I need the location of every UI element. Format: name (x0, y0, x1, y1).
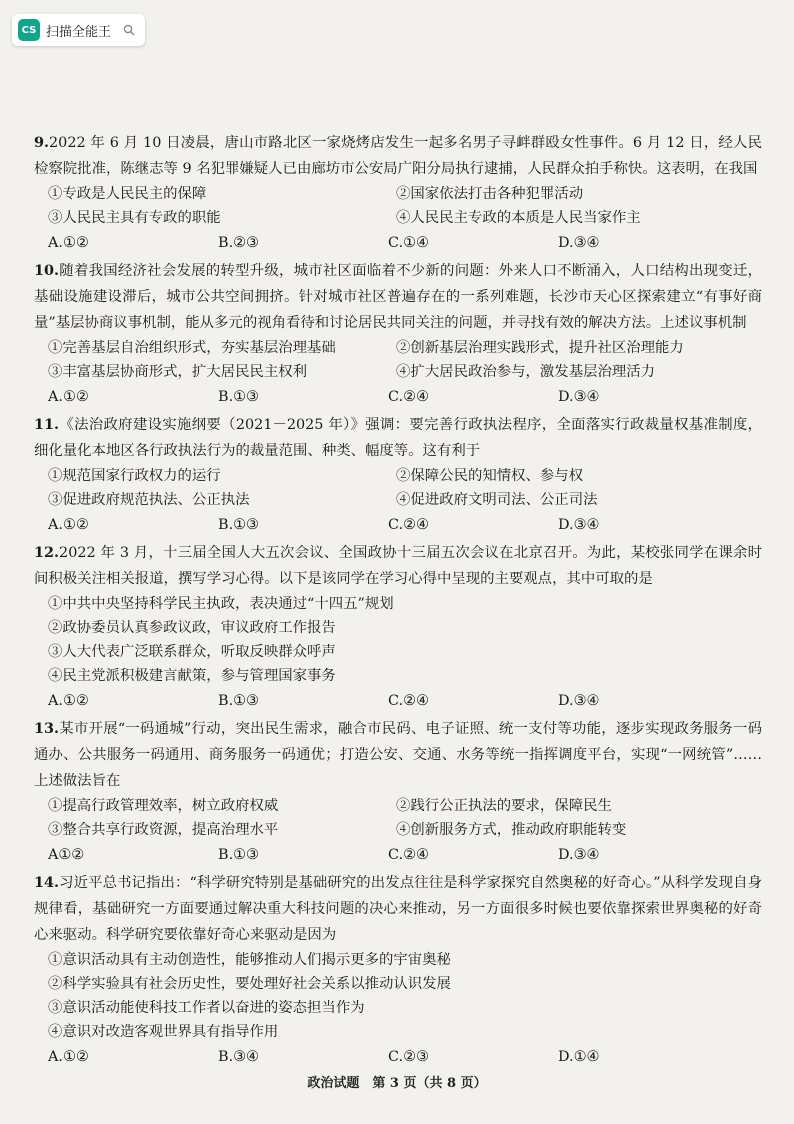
answer-b: B.①③ (218, 847, 259, 863)
search-icon[interactable] (123, 24, 135, 36)
answer-a: A.①② (48, 1049, 89, 1065)
answer-b: B.①③ (218, 517, 259, 533)
question-9 (34, 130, 762, 256)
answer-choices (34, 512, 762, 538)
option-4: ④创新服务方式，推动政府职能转变 (396, 822, 627, 838)
option-4: ④扩大居民政治参与，激发基层治理活力 (396, 364, 656, 380)
option-row (34, 336, 762, 360)
answer-d: D.③④ (558, 847, 600, 863)
answer-a: A.①② (48, 517, 89, 533)
option-3: ③人大代表广泛联系群众，听取反映群众呼声 (48, 644, 336, 660)
answer-d: D.③④ (558, 517, 600, 533)
option-4: ④促进政府文明司法、公正司法 (396, 492, 598, 508)
answer-d: D.③④ (558, 693, 600, 709)
answer-a: A.①② (48, 389, 89, 405)
answer-choices (34, 842, 762, 868)
question-number: 14. (34, 874, 60, 891)
app-name: 扫描全能王 (46, 24, 112, 40)
scanner-app-badge[interactable] (12, 14, 145, 46)
option-4: ④民主党派积极建言献策，参与管理国家事务 (48, 668, 336, 684)
question-stem: 习近平总书记指出：“科学研究特别是基础研究的出发点往往是科学家探究自然奥秘的好奇心。”从科学发现自身规律看，基础研究一方面要通过解决重大科技问题的决心来推动，另一方面很多时候也要依靠探索世界奥秘的好奇心来驱动。科学研究要依靠好奇心来驱动是因为 (34, 875, 762, 943)
option-2: ②政协委员认真参政议政，审议政府工作报告 (48, 620, 336, 636)
answer-a: A.①② (48, 693, 89, 709)
question-14 (34, 870, 762, 1070)
question-stem: 随着我国经济社会发展的转型升级，城市社区面临着不少新的问题：外来人口不断涌入，人口结构出现变迁，基础设施建设滞后，城市公共空间拥挤。针对城市社区普遍存在的一系列难题，长沙市天心区探索建立“有事好商量”基层协商议事机制，能从多元的视角看待和讨论居民共同关注的问题，并寻找有效的解决方法。上述议事机制 (34, 263, 762, 331)
option-3: ③人民民主具有专政的职能 (48, 210, 221, 226)
answer-c: C.②④ (388, 517, 429, 533)
answer-choices (34, 688, 762, 714)
option-3: ③意识活动能使科技工作者以奋进的姿态担当作为 (48, 1000, 365, 1016)
question-10 (34, 258, 762, 410)
answer-choices (34, 384, 762, 410)
question-number: 10. (34, 262, 60, 279)
answer-c: C.②③ (388, 1049, 429, 1065)
answer-choices (34, 1044, 762, 1070)
page-footer: 政治试题 第 3 页（共 8 页） (307, 1076, 487, 1091)
answer-c: C.②④ (388, 693, 429, 709)
answer-b: B.③④ (218, 1049, 259, 1065)
option-row (34, 488, 762, 512)
answer-c: C.②④ (388, 847, 429, 863)
option-4: ④意识对改造客观世界具有指导作用 (48, 1024, 279, 1040)
option-1: ①专政是人民民主的保障 (48, 186, 207, 202)
answer-d: D.③④ (558, 389, 600, 405)
option-row (34, 206, 762, 230)
option-row (34, 360, 762, 384)
question-list (34, 130, 762, 1072)
question-number: 13. (34, 720, 60, 737)
option-1: ①完善基层自治组织形式，夯实基层治理基础 (48, 340, 336, 356)
answer-a: A①② (48, 847, 85, 863)
answer-d: D.①④ (558, 1049, 600, 1065)
option-1: ①提高行政管理效率，树立政府权威 (48, 798, 279, 814)
question-stem: 《法治政府建设实施纲要（2021－2025 年）》强调：要完善行政执法程序，全面落实行政裁量权基准制度，细化量化本地区各行政执法行为的裁量范围、种类、幅度等。这有利于 (34, 417, 762, 459)
option-row (34, 182, 762, 206)
answer-b: B.①③ (218, 389, 259, 405)
cs-logo-icon: CS (18, 19, 40, 41)
option-2: ②创新基层治理实践形式，提升社区治理能力 (396, 340, 684, 356)
question-11 (34, 412, 762, 538)
answer-d: D.③④ (558, 235, 600, 251)
answer-choices (34, 230, 762, 256)
option-row (34, 794, 762, 818)
question-13 (34, 716, 762, 868)
question-12 (34, 540, 762, 714)
answer-a: A.①② (48, 235, 89, 251)
question-stem: 2022 年 6 月 10 日凌晨，唐山市路北区一家烧烤店发生一起多名男子寻衅群殴女性事件。6 月 12 日，经人民检察院批准，陈继志等 9 名犯罪嫌疑人已由廊坊市公安局广阳分局执行逮捕，人民群众拍手称快。这表明，在我国 (34, 135, 762, 177)
option-3: ③整合共享行政资源，提高治理水平 (48, 822, 279, 838)
question-stem: 2022 年 3 月，十三届全国人大五次会议、全国政协十三届五次会议在北京召开。为此，某校张同学在课余时间积极关注相关报道，撰写学习心得。以下是该同学在学习心得中呈现的主要观点，其中可取的是 (34, 545, 762, 587)
question-number: 9. (34, 134, 50, 151)
option-4: ④人民民主专政的本质是人民当家作主 (396, 210, 641, 226)
option-row (34, 818, 762, 842)
option-1: ①意识活动具有主动创造性，能够推动人们揭示更多的宇宙奥秘 (48, 952, 451, 968)
option-2: ②保障公民的知情权、参与权 (396, 468, 584, 484)
option-row (34, 464, 762, 488)
answer-b: B.①③ (218, 693, 259, 709)
question-number: 11. (34, 416, 60, 433)
option-3: ③丰富基层协商形式，扩大居民民主权利 (48, 364, 308, 380)
answer-b: B.②③ (218, 235, 259, 251)
answer-c: C.②④ (388, 389, 429, 405)
option-3: ③促进政府规范执法、公正执法 (48, 492, 250, 508)
option-2: ②科学实验具有社会历史性，要处理好社会关系以推动认识发展 (48, 976, 451, 992)
option-1: ①规范国家行政权力的运行 (48, 468, 221, 484)
option-2: ②国家依法打击各种犯罪活动 (396, 186, 584, 202)
answer-c: C.①④ (388, 235, 429, 251)
question-number: 12. (34, 544, 60, 561)
option-2: ②践行公正执法的要求，保障民生 (396, 798, 612, 814)
option-1: ①中共中央坚持科学民主执政，表决通过“十四五”规划 (48, 596, 394, 612)
question-stem: 某市开展“一码通城”行动，突出民生需求，融合市民码、电子证照、统一支付等功能，逐步实现政务服务一码通办、公共服务一码通用、商务服务一码通优；打造公安、交通、水务等统一指挥调度平台，实现“一网统管”……上述做法旨在 (34, 721, 762, 789)
